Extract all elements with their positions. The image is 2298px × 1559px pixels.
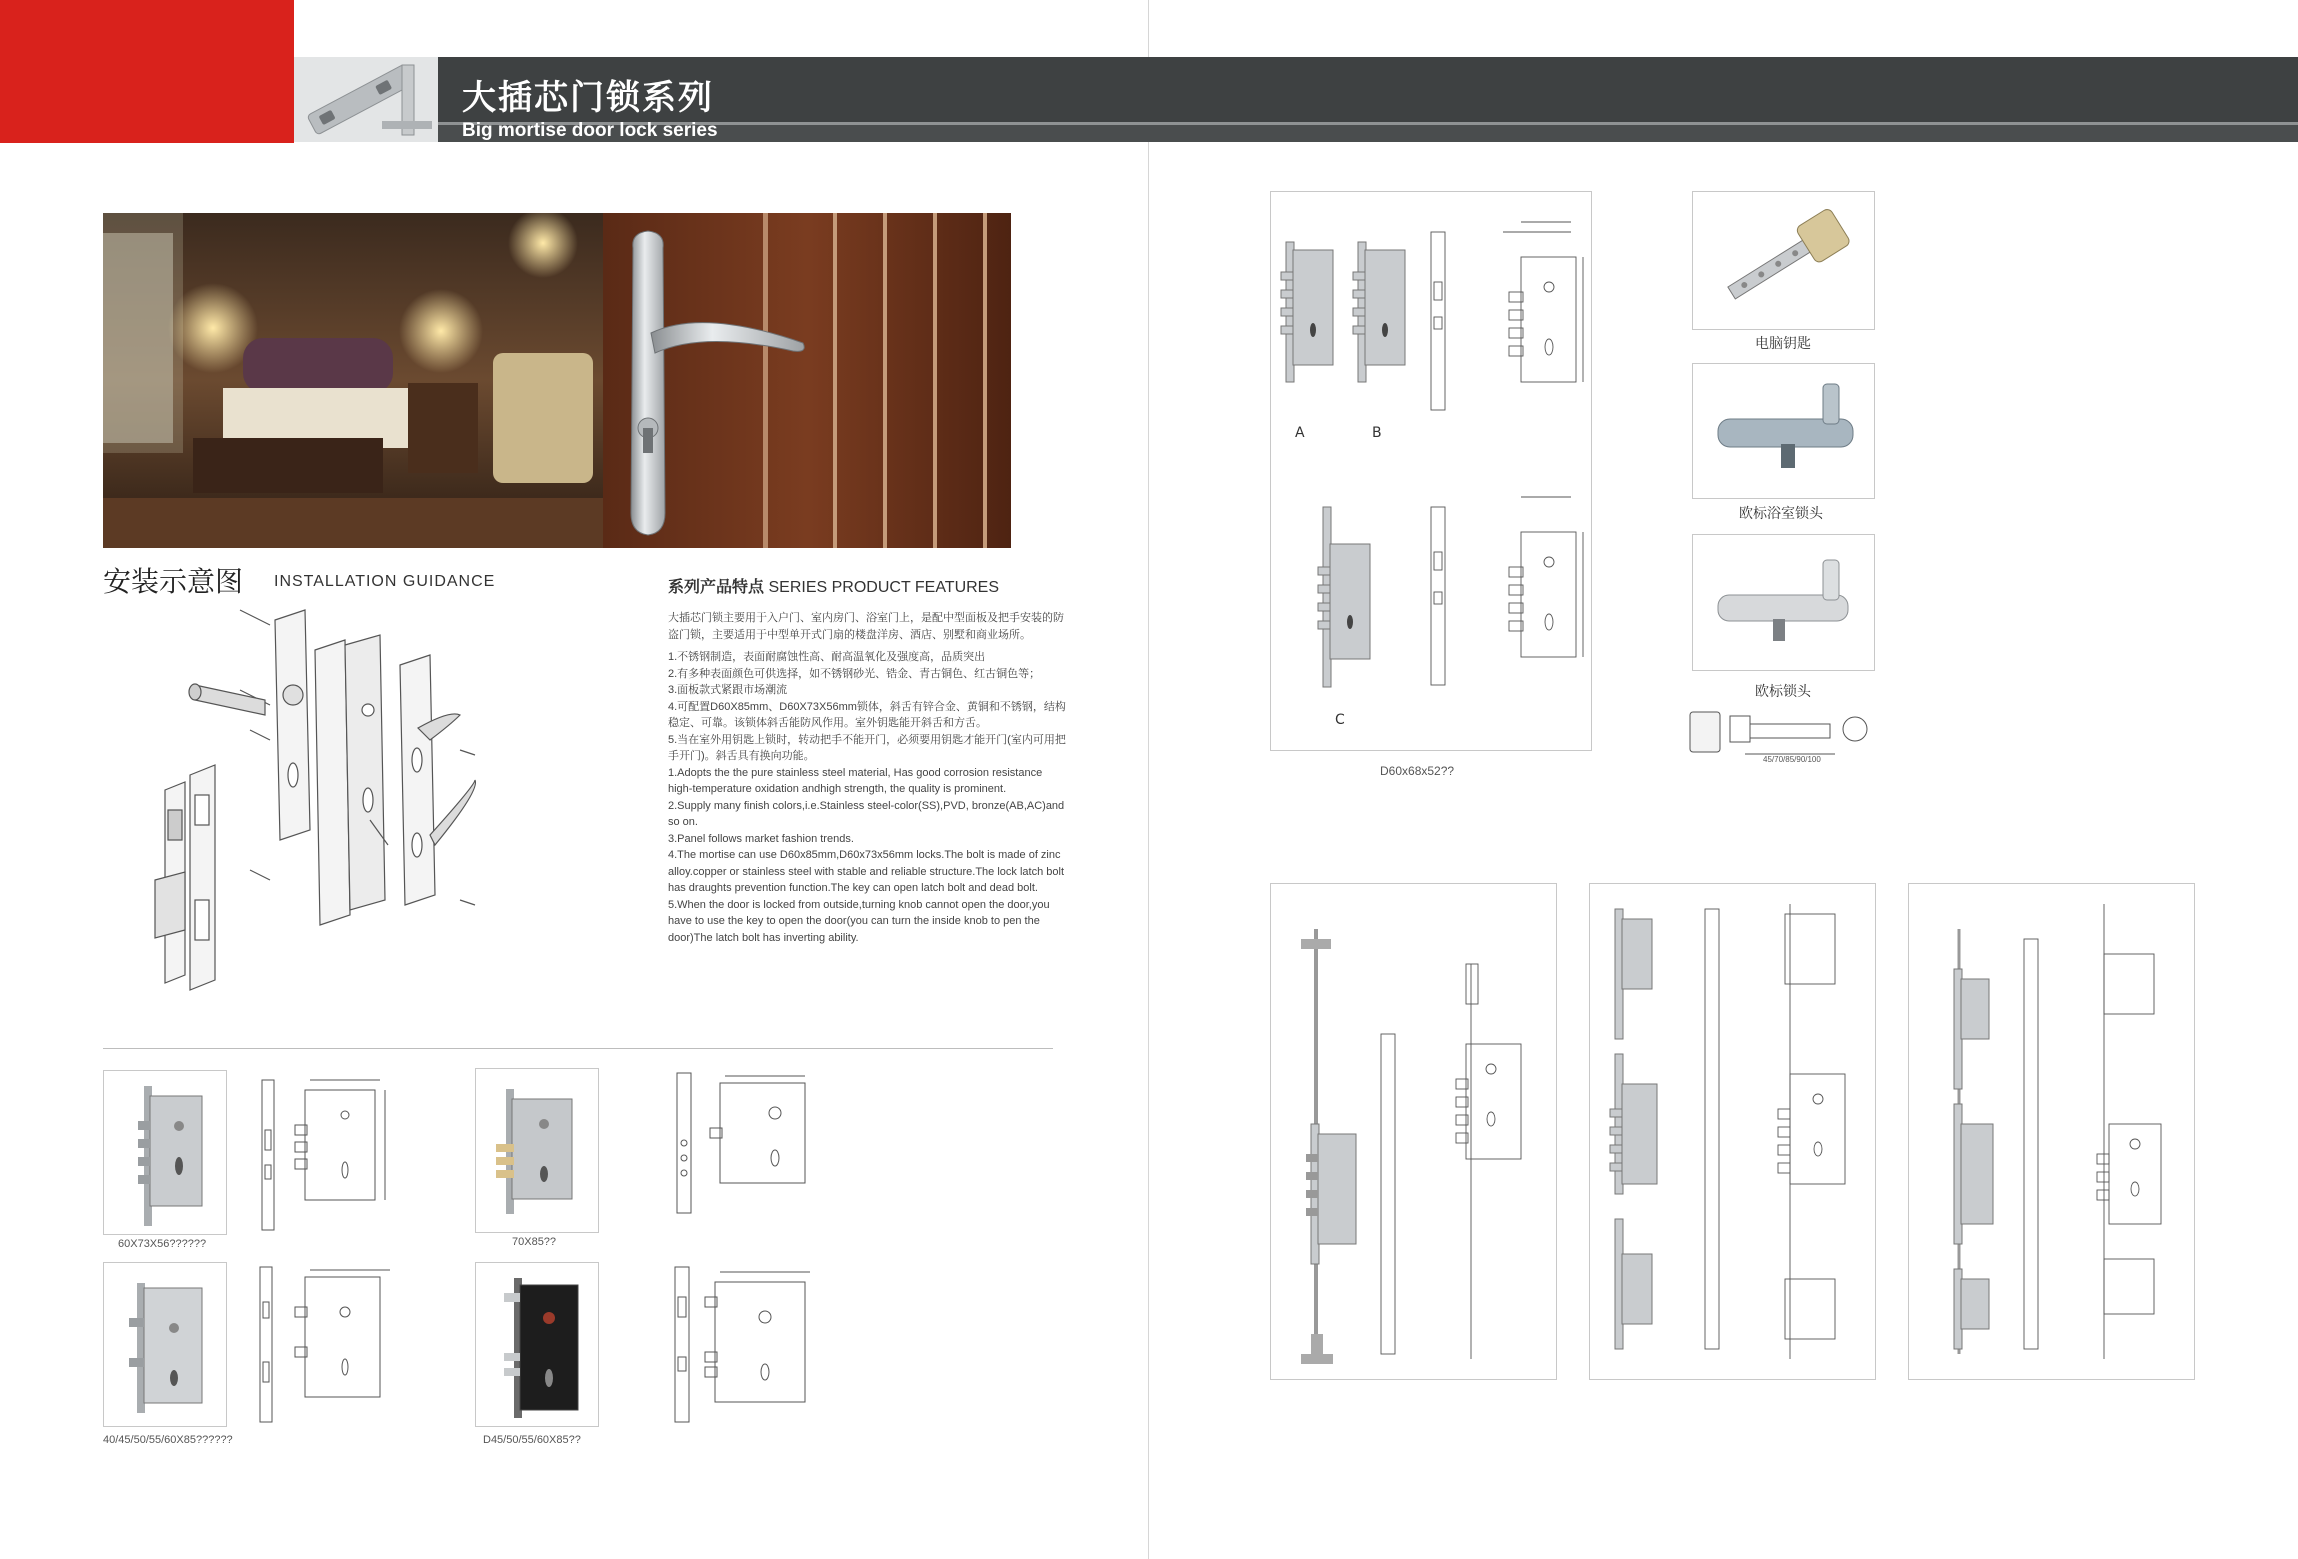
lock-body-caption-2: 70X85??	[512, 1236, 557, 1248]
feature-cn-4: 4.可配置D60X85mm、D60X73X56mm锁体，斜舌有锌合金、黄铜和不锈钢，结构稳定、可靠。该锁体斜舌能防风作用。室外钥匙能开斜舌和方舌。	[668, 700, 1066, 729]
installation-title-en: INSTALLATION GUIDANCE	[274, 573, 496, 590]
euro-cylinder-caption: 欧标锁头	[1755, 684, 1811, 700]
features-title-cn: 系列产品特点	[668, 577, 765, 596]
multipoint-lock-box-3	[1908, 883, 2195, 1380]
multipoint-lock-box-2	[1589, 883, 1876, 1380]
feature-cn-1: 1.不锈钢制造，表面耐腐蚀性高、耐高温氧化及强度高，品质突出	[668, 651, 986, 663]
drawing-label-a: A	[1295, 425, 1305, 441]
lock-body-drawing-3	[250, 1262, 400, 1432]
lock-body-photo-3	[103, 1262, 227, 1427]
lock-body-caption-4: D45/50/55/60X85??	[483, 1434, 581, 1446]
lock-body-caption-3: 40/45/50/55/60X85??????	[103, 1434, 233, 1446]
lock-body-drawing-4	[665, 1262, 825, 1432]
features-title	[668, 574, 999, 597]
lock-body-drawing-2	[665, 1068, 825, 1218]
lock-body-photo-4	[475, 1262, 599, 1427]
cylinder-dimension-drawing	[1685, 704, 1885, 766]
cylinder-scale-label: 45/70/85/90/100	[1763, 755, 1821, 764]
header-red-block	[0, 0, 294, 143]
drawing-label-b: B	[1372, 425, 1382, 441]
lock-body-caption-1: 60X73X56??????	[118, 1238, 207, 1250]
feature-en-5: 5.When the door is locked from outside,turning knob cannot open the door,you have to use the key to open the door(you can turn the inside knob to pen the door)The latch bolt has inverting ability.	[668, 898, 1050, 944]
header-product-thumbnail	[294, 57, 438, 142]
feature-cn-3: 3.面板款式紧跟市场潮流	[668, 684, 788, 696]
lock-drawing-box	[1270, 191, 1592, 751]
lock-body-drawing-1	[250, 1070, 400, 1240]
feature-en-1: 1.Adopts the the pure stainless steel material, Has good corrosion resistance high-temperature oxidation andhigh strength, the quality is prominent.	[668, 766, 1043, 795]
features-body	[668, 610, 1068, 946]
feature-en-3: 3.Panel follows market fashion trends.	[668, 832, 854, 845]
bath-cylinder-photo	[1692, 363, 1875, 499]
installation-diagram	[130, 600, 550, 1040]
feature-cn-2: 2.有多种表面颜色可供选择，如不锈钢砂光、锆金、青古铜色、红古铜色等；	[668, 667, 1041, 680]
features-title-en: SERIES PRODUCT FEATURES	[768, 579, 1000, 596]
feature-en-2: 2.Supply many finish colors,i.e.Stainless steel-color(SS),PVD, bronze(AB,AC)and so on.	[668, 799, 1065, 828]
page-divider	[1148, 0, 1149, 1559]
hero-image	[103, 213, 1011, 548]
section-divider	[103, 1048, 1053, 1049]
bath-cylinder-caption: 欧标浴室锁头	[1739, 506, 1823, 522]
page-title: 大插芯门锁系列	[462, 78, 714, 118]
drawing-caption: D60x68x52??	[1380, 764, 1455, 778]
feature-en-4: 4.The mortise can use D60x85mm,D60x73x56mm locks.The bolt is made of zinc alloy.copper or stainless steel with stable and reliable structure.The lock latch bolt has draughts prevention function.The key can open latch bolt and dead bolt.	[668, 849, 1064, 894]
installation-title: 安装示意图	[103, 565, 244, 598]
lock-body-photo-2	[475, 1068, 599, 1233]
features-intro: 大插芯门锁主要用于入户门、室内房门、浴室门上，是配中型面板及把手安装的防盗门锁，主要适用于中型单开式门扇的楼盘洋房、酒店、别墅和商业场所。	[668, 612, 1064, 641]
euro-cylinder-photo	[1692, 534, 1875, 671]
page-subtitle: Big mortise door lock series	[462, 120, 718, 141]
computer-key-caption: 电脑钥匙	[1755, 336, 1811, 352]
drawing-label-c: C	[1335, 712, 1345, 728]
multipoint-lock-box-1	[1270, 883, 1557, 1380]
feature-cn-5: 5.当在室外用钥匙上锁时，转动把手不能开门，必须要用钥匙才能开门(室内可用把手开门)。斜舌具有换向功能。	[668, 733, 1066, 762]
computer-key-photo	[1692, 191, 1875, 330]
lock-body-photo-1	[103, 1070, 227, 1235]
